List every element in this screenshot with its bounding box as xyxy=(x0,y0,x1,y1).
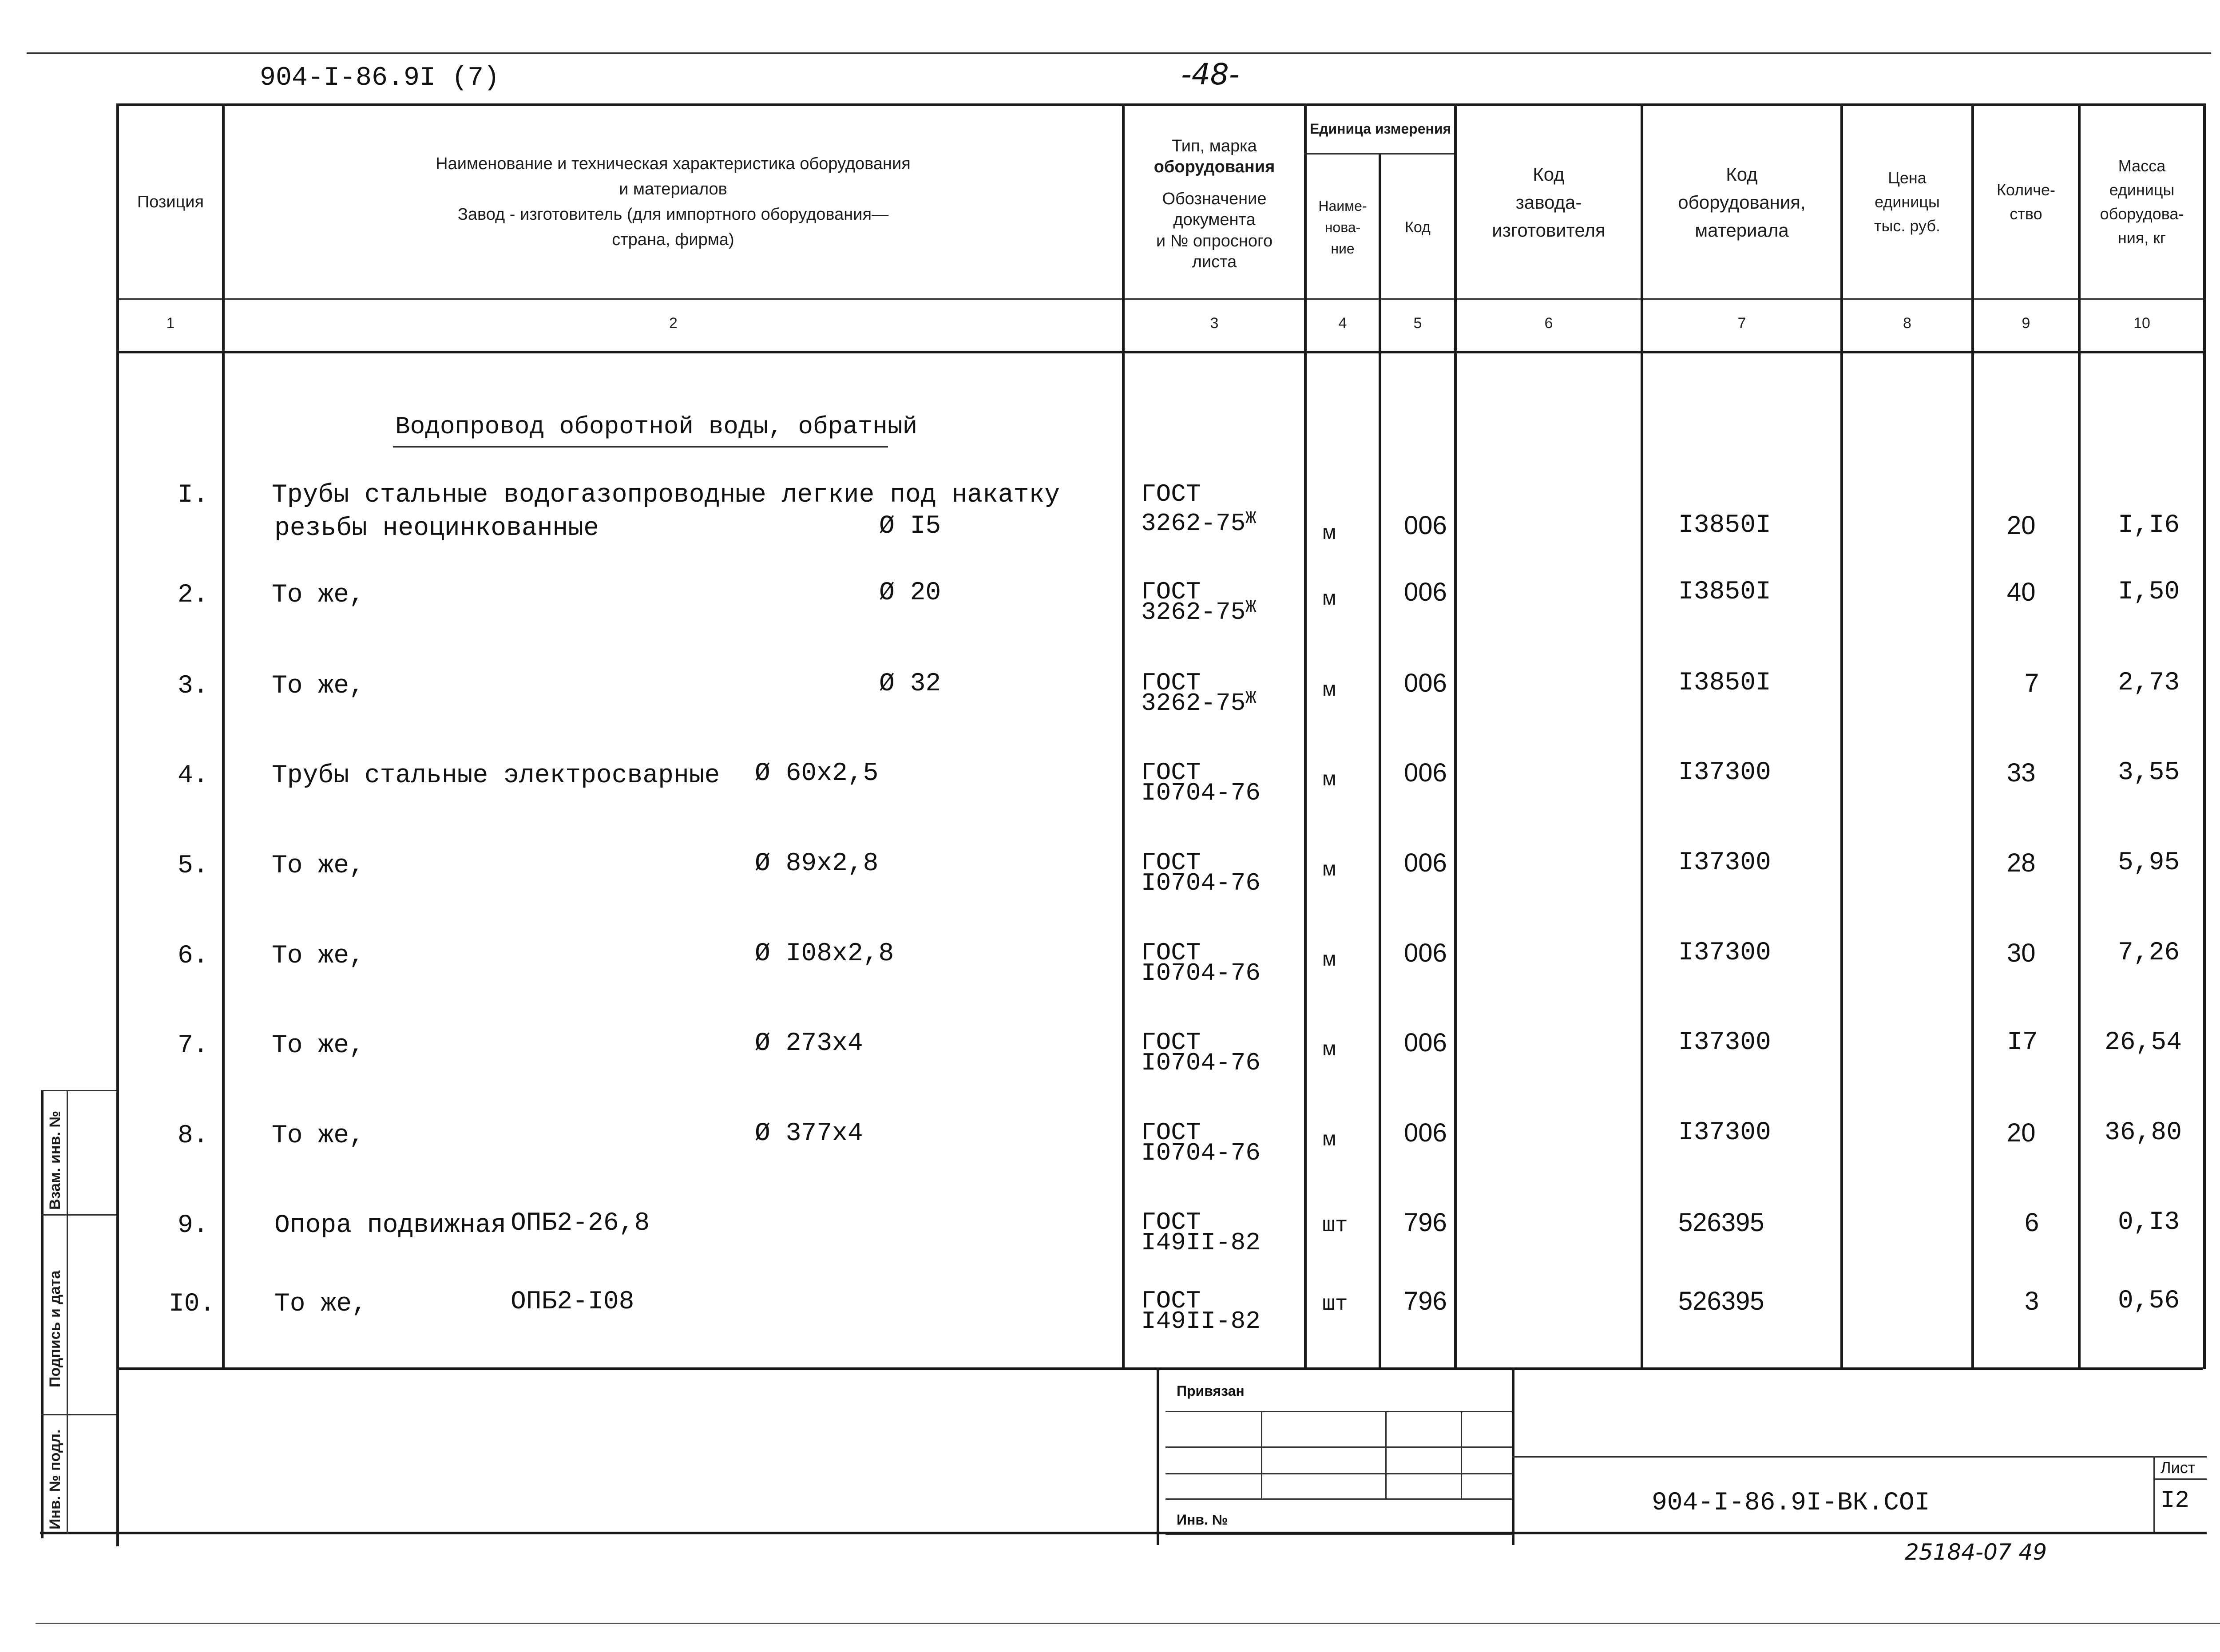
side-stamp-divider-1 xyxy=(41,1214,116,1216)
row-mass: 2,73 xyxy=(2118,669,2180,697)
row-name-line-1: Трубы стальные электросварные xyxy=(272,761,720,790)
header-equipment-code xyxy=(1643,107,1840,297)
header-unit-name-line-1: Наиме- xyxy=(1318,198,1367,214)
row-gost-number: 3262-75 xyxy=(1141,689,1246,717)
row-name-line-1: Трубы стальные водогазопроводные легкие под накатку xyxy=(272,481,1060,510)
table-top-line xyxy=(116,103,2203,106)
header-unit-name-line-3: ние xyxy=(1331,241,1355,257)
row-unit-code: 006 xyxy=(1404,939,1447,967)
row-gost-line-2: I49II-82 xyxy=(1141,1228,1261,1257)
row-quantity: 30 xyxy=(2007,939,2036,967)
row-gost-line-1: ГОСТ xyxy=(1141,1028,1201,1057)
row-mass: 36,80 xyxy=(2105,1118,2182,1147)
row-gost-line-2: I0704-76 xyxy=(1141,959,1261,987)
row-unit: м xyxy=(1322,677,1336,700)
row-equipment-code: I3850I xyxy=(1678,578,1771,606)
header-unit-group: Единица измерения xyxy=(1309,121,1451,137)
row-gost-line-2 xyxy=(1141,598,1256,627)
row-unit: м xyxy=(1322,857,1336,880)
row-gost-line-1: ГОСТ xyxy=(1141,1208,1201,1236)
col-number-10: 10 xyxy=(2133,314,2150,332)
row-gost-line-1: ГОСТ xyxy=(1141,939,1201,967)
row-equipment-code: I3850I xyxy=(1678,669,1771,697)
row-name-line-1: То же, xyxy=(272,1121,365,1150)
section-title: Водопровод оборотной воды, обратный xyxy=(395,412,918,441)
row-gost xyxy=(1141,1286,1261,1336)
row-gost-mark: Ж xyxy=(1245,598,1257,618)
row-gost-mark: Ж xyxy=(1245,689,1257,709)
side-label-signature: Подпись и дата xyxy=(47,1270,63,1387)
tie-grid-line-1 xyxy=(1166,1411,1512,1412)
title-block-bottom-line xyxy=(40,1532,2207,1534)
row-quantity: 7 xyxy=(2025,669,2039,697)
header-equipment-line-3: материала xyxy=(1695,219,1789,241)
header-unit-code: Код xyxy=(1405,218,1431,236)
row-equipment-code: I37300 xyxy=(1678,1028,1771,1057)
col-number-3: 3 xyxy=(1210,314,1219,332)
row-gost-line-2 xyxy=(1141,509,1256,538)
row-quantity: I7 xyxy=(2007,1028,2038,1057)
sheet-number: I2 xyxy=(2161,1487,2189,1514)
row-position: 7. xyxy=(178,1031,209,1060)
row-unit-code: 006 xyxy=(1404,511,1447,540)
header-unit-name-line-2: нова- xyxy=(1324,219,1361,235)
row-gost xyxy=(1141,1028,1261,1078)
row-gost-mark: Ж xyxy=(1245,509,1257,529)
row-equipment-code: I3850I xyxy=(1678,511,1771,540)
row-unit-code: 006 xyxy=(1404,1028,1447,1057)
row-quantity: 28 xyxy=(2007,848,2036,877)
col-number-4: 4 xyxy=(1338,314,1347,332)
header-mass-line-2: единицы xyxy=(2109,181,2175,199)
row-gost xyxy=(1141,668,1256,718)
row-unit-code: 006 xyxy=(1404,669,1447,697)
header-name-line-2: и материалов xyxy=(619,180,727,198)
row-unit-code: 796 xyxy=(1404,1208,1447,1237)
scan-bottom-edge xyxy=(36,1623,2220,1624)
sheet-divider xyxy=(2153,1456,2155,1532)
row-equipment-code: 526395 xyxy=(1678,1287,1764,1315)
row-diameter: Ø 32 xyxy=(879,670,941,698)
top-border-line xyxy=(27,52,2211,54)
col-number-7: 7 xyxy=(1737,314,1746,332)
table-bottom-line xyxy=(116,1367,2203,1370)
right-frame-line xyxy=(2203,103,2206,1369)
row-position: 3. xyxy=(178,672,209,701)
row-unit: м xyxy=(1322,767,1336,790)
row-diameter: Ø 377x4 xyxy=(755,1119,863,1148)
row-gost-line-2: I0704-76 xyxy=(1141,779,1261,807)
header-name-line-4: страна, фирма) xyxy=(612,230,734,249)
row-quantity: 33 xyxy=(2007,758,2036,787)
row-position: 8. xyxy=(178,1121,209,1150)
row-gost xyxy=(1141,848,1261,898)
header-mass xyxy=(2081,107,2203,297)
side-stamp-outer-line xyxy=(41,1090,44,1538)
sheet-label: Лист xyxy=(2161,1458,2196,1477)
tie-grid-col-1 xyxy=(1261,1411,1262,1500)
row-gost-line-1: ГОСТ xyxy=(1141,1118,1201,1147)
row-name-line-1: То же, xyxy=(272,672,365,701)
row-name-line-1: То же, xyxy=(272,852,365,880)
row-gost-line-2 xyxy=(1141,689,1256,718)
row-gost xyxy=(1141,1118,1261,1168)
row-gost-line-2: I0704-76 xyxy=(1141,1049,1261,1077)
row-gost-line-2: I0704-76 xyxy=(1141,869,1261,897)
row-mass: 26,54 xyxy=(2105,1028,2182,1057)
row-gost-line-1: ГОСТ xyxy=(1141,669,1201,697)
side-label-replace: Взам. инв. № xyxy=(47,1110,63,1210)
row-gost-number: 3262-75 xyxy=(1141,509,1246,538)
row-diameter: Ø 60x2,5 xyxy=(755,759,879,788)
row-position: 6. xyxy=(178,942,209,971)
row-unit-code: 006 xyxy=(1404,758,1447,787)
row-mass: 0,I3 xyxy=(2118,1208,2180,1237)
row-equipment-code: I37300 xyxy=(1678,939,1771,967)
row-diameter: Ø 20 xyxy=(879,578,941,607)
side-stamp-inner-line xyxy=(67,1090,68,1534)
row-unit: шт xyxy=(1322,1214,1348,1238)
table-header-bottom-line xyxy=(116,351,2203,353)
row-gost xyxy=(1141,758,1261,808)
row-unit-code: 006 xyxy=(1404,578,1447,606)
header-type-line-4: документа xyxy=(1173,210,1256,229)
row-name-line-1: То же, xyxy=(272,1031,365,1060)
row-diameter: Ø I08x2,8 xyxy=(755,939,894,968)
row-mass: 7,26 xyxy=(2118,939,2180,967)
header-type-line-2: оборудования xyxy=(1154,158,1275,176)
row-gost-line-1: ГОСТ xyxy=(1141,480,1201,508)
row-unit-code: 796 xyxy=(1404,1287,1447,1315)
header-factory-line-2: завода- xyxy=(1515,191,1582,213)
row-name-line-1: Опора подвижная xyxy=(274,1211,507,1240)
header-equipment-line-1: Код xyxy=(1726,163,1758,185)
header-type-line-1: Тип, марка xyxy=(1172,136,1257,155)
side-label-inventory: Инв. № подл. xyxy=(47,1429,63,1529)
code-field-top-line xyxy=(1512,1456,2207,1458)
col-number-5: 5 xyxy=(1413,314,1422,332)
tie-grid-line-2 xyxy=(1166,1446,1512,1448)
header-price-line-1: Цена xyxy=(1888,169,1927,187)
row-support-type: ОПБ2-I08 xyxy=(511,1288,634,1316)
row-gost xyxy=(1141,479,1256,538)
row-position: I. xyxy=(178,481,209,510)
row-unit-code: 006 xyxy=(1404,1118,1447,1147)
row-mass: I,50 xyxy=(2118,578,2180,606)
row-diameter: Ø 89x2,8 xyxy=(755,849,879,878)
header-factory-code xyxy=(1457,107,1641,297)
row-diameter: Ø I5 xyxy=(879,512,941,541)
header-type-line-3: Обозначение xyxy=(1162,189,1267,208)
row-name-line-1: То же, xyxy=(272,581,365,610)
row-diameter: Ø 273x4 xyxy=(755,1029,863,1058)
header-mass-line-3: оборудова- xyxy=(2100,205,2184,223)
row-gost-line-1: ГОСТ xyxy=(1141,758,1201,787)
col-number-2: 2 xyxy=(669,314,678,332)
tie-grid-col-3 xyxy=(1461,1411,1462,1500)
row-equipment-code: I37300 xyxy=(1678,758,1771,787)
header-price-line-2: единицы xyxy=(1875,193,1940,211)
sheet-label-line xyxy=(2153,1478,2207,1480)
unit-group-line xyxy=(1304,153,1454,155)
row-unit: м xyxy=(1322,947,1336,970)
row-quantity: 40 xyxy=(2007,578,2036,606)
row-gost xyxy=(1141,938,1261,988)
row-mass: 3,55 xyxy=(2118,758,2180,787)
header-name-line-3: Завод - изготовитель (для импортного оборудования— xyxy=(457,205,889,224)
col-number-8: 8 xyxy=(1903,314,1911,332)
row-quantity: 3 xyxy=(2025,1287,2039,1315)
row-gost-line-1: ГОСТ xyxy=(1141,848,1201,877)
col-number-6: 6 xyxy=(1544,314,1553,332)
tie-grid-line-3 xyxy=(1166,1473,1512,1474)
row-quantity: 20 xyxy=(2007,511,2036,540)
archive-number: 25184-07 49 xyxy=(1905,1539,2047,1565)
header-price-line-3: тыс. руб. xyxy=(1874,217,1940,235)
row-mass: 5,95 xyxy=(2118,848,2180,877)
row-gost-line-1: ГОСТ xyxy=(1141,578,1201,606)
section-title-underline xyxy=(393,446,888,448)
header-quantity-line-1: Количе- xyxy=(1996,181,2056,199)
top-document-code: 904-I-86.9I (7) xyxy=(260,63,500,93)
header-unit-name xyxy=(1307,156,1379,298)
header-factory-line-1: Код xyxy=(1533,163,1565,185)
row-name-line-1: То же, xyxy=(274,1290,367,1319)
row-position: I0. xyxy=(169,1290,215,1319)
col-number-9: 9 xyxy=(2022,314,2030,332)
row-position: 5. xyxy=(178,852,209,880)
row-unit: м xyxy=(1322,586,1336,609)
side-stamp-divider-2 xyxy=(41,1414,116,1415)
row-position: 9. xyxy=(178,1211,209,1240)
row-equipment-code: I37300 xyxy=(1678,1118,1771,1147)
row-gost-number: 3262-75 xyxy=(1141,598,1246,626)
row-support-type: ОПБ2-26,8 xyxy=(511,1209,650,1238)
inv-label: Инв. № xyxy=(1177,1512,1228,1528)
row-position: 4. xyxy=(178,761,209,790)
header-mass-line-4: ния, кг xyxy=(2117,229,2166,247)
row-gost-line-2: I49II-82 xyxy=(1141,1307,1261,1335)
header-name-line-1: Наименование и техническая характеристика оборудования xyxy=(436,155,911,173)
header-quantity xyxy=(1974,107,2078,297)
row-unit: м xyxy=(1322,1127,1336,1150)
bottom-document-code: 904-I-86.9I-ВК.COI xyxy=(1652,1489,1930,1517)
header-number-row-line xyxy=(116,298,2203,300)
row-unit: м xyxy=(1322,520,1336,543)
col-number-1: 1 xyxy=(166,314,175,332)
header-position: Позиция xyxy=(137,192,204,211)
tie-grid-col-2 xyxy=(1385,1411,1387,1500)
row-unit-code: 006 xyxy=(1404,848,1447,877)
header-type-line-5: и № опросного xyxy=(1156,231,1273,250)
header-price xyxy=(1843,107,1971,297)
tie-grid-line-4 xyxy=(1166,1498,1512,1500)
header-factory-line-3: изготовителя xyxy=(1492,219,1606,241)
tie-label: Привязан xyxy=(1177,1383,1245,1399)
row-name-line-2: резьбы неоцинкованные xyxy=(274,514,599,543)
row-unit: м xyxy=(1322,1037,1336,1060)
row-position: 2. xyxy=(178,581,209,610)
row-gost xyxy=(1141,1208,1261,1257)
header-name xyxy=(225,107,1122,297)
header-type xyxy=(1125,111,1304,297)
row-mass: I,I6 xyxy=(2118,511,2180,540)
row-gost-line-1: ГОСТ xyxy=(1141,1287,1201,1315)
row-mass: 0,56 xyxy=(2118,1287,2180,1315)
row-equipment-code: 526395 xyxy=(1678,1208,1764,1237)
row-unit: шт xyxy=(1322,1292,1348,1316)
page-number: -48- xyxy=(1181,57,1240,91)
row-quantity: 6 xyxy=(2025,1208,2039,1237)
title-block-left-line xyxy=(1157,1367,1159,1545)
header-equipment-line-2: оборудования, xyxy=(1678,191,1806,213)
row-name-line-1: То же, xyxy=(272,942,365,971)
header-type-line-6: листа xyxy=(1192,253,1237,271)
header-quantity-line-2: ство xyxy=(2010,205,2042,223)
row-gost-line-2: I0704-76 xyxy=(1141,1139,1261,1167)
header-mass-line-1: Масса xyxy=(2118,157,2166,175)
row-equipment-code: I37300 xyxy=(1678,848,1771,877)
row-quantity: 20 xyxy=(2007,1118,2036,1147)
row-gost xyxy=(1141,577,1256,627)
side-stamp-top-line xyxy=(41,1090,116,1091)
